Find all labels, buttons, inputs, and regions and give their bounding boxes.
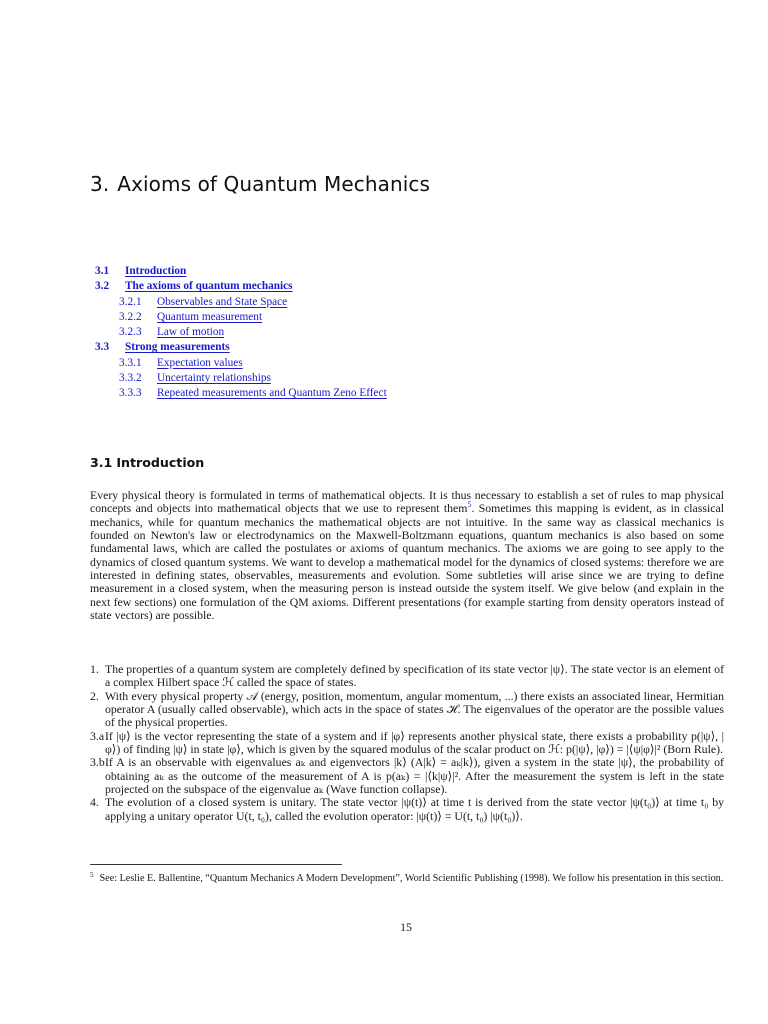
toc-link[interactable]	[119, 326, 224, 338]
chapter-number: 3.	[90, 172, 110, 196]
axiom-item	[90, 690, 724, 730]
toc-number: 3.3.2	[119, 372, 142, 385]
toc-entry[interactable]	[90, 310, 730, 325]
toc-link[interactable]	[95, 280, 293, 292]
toc-entry[interactable]	[90, 279, 730, 294]
toc-label: Observables and State Space	[157, 295, 288, 308]
axiom-label: 3.a	[90, 728, 105, 743]
axiom-item	[90, 730, 724, 757]
toc-number: 3.3.1	[119, 356, 142, 369]
toc-label: Strong measurements	[125, 341, 230, 354]
toc-label: Repeated measurements and Quantum Zeno Effect	[157, 387, 387, 400]
toc-entry[interactable]	[90, 264, 730, 279]
toc-entry[interactable]	[90, 295, 730, 310]
footnote-mark: 5	[90, 871, 94, 879]
toc-label: Law of motion	[157, 326, 225, 339]
toc-number: 3.1	[95, 265, 110, 277]
toc-label: The axioms of quantum mechanics	[125, 280, 293, 293]
chapter-title	[90, 172, 430, 196]
chapter-title-text: Axioms of Quantum Mechanics	[117, 172, 431, 196]
axiom-text: If |ψ⟩ is the vector representing the state of a system and if |φ⟩ represents another physical state, there exists a probability p(|ψ⟩, |φ⟩) of finding |ψ⟩ in state |φ⟩, which is given by the squared modulus of the scalar product on ℋ: p(|ψ⟩, |φ⟩) = |⟨ψ|φ⟩|² (Born Rule).	[105, 728, 724, 757]
footnote-reference[interactable]: 5	[467, 500, 472, 510]
footnote-divider	[90, 864, 342, 865]
axiom-text: The properties of a quantum system are completely defined by specification of its state vector |ψ⟩. The state vector is an element of a complex Hilbert space ℋ called the space of states.	[105, 662, 724, 690]
toc-number: 3.2.3	[119, 326, 142, 339]
section-title: Introduction	[116, 455, 205, 470]
toc-entry[interactable]	[90, 356, 730, 371]
intro-text-part1: Every physical theory is formulated in terms of mathematical objects. It is thus necessary to establish a set of rules to map physical concepts and objects into mathematical objects that we use to represent them	[90, 488, 724, 516]
toc-link[interactable]	[119, 387, 387, 399]
page-number: 15	[400, 920, 412, 934]
toc-label: Expectation values	[157, 356, 243, 369]
footnote	[90, 868, 724, 886]
axiom-label: 4.	[90, 795, 99, 810]
toc-entry[interactable]	[90, 371, 730, 386]
toc-number: 3.2.1	[119, 295, 142, 308]
toc-label: Uncertainty relationships	[157, 372, 271, 385]
toc-link[interactable]	[119, 311, 262, 323]
toc-entry[interactable]	[90, 325, 730, 340]
toc-entry[interactable]	[90, 340, 730, 355]
toc-number: 3.3	[95, 341, 110, 354]
toc-link[interactable]	[119, 372, 271, 384]
toc-entry[interactable]	[90, 386, 730, 401]
intro-text-part2: . Sometimes this mapping is evident, as in classical mechanics, while for quantum mechanics the mathematical objects are not intuitive. In the same way as classical mechanics is founded on Newton's law or electrodynamics on the Maxwell-Boltzmann equations, quantum mechanics is also based on some fundamental laws, which are called the postulates or axioms of quantum mechanics. The axioms we are going to see apply to the dynamics of closed quantum systems. We want to develop a mathematical model for the dynamics of closed systems: therefore we are interested in defining states, observables, measurements and evolution. Some subtleties will arise since we are trying to define measurement in a closed system, when the measuring person is instead outside the system itself. We give below (and explain in the next few sections) one formulation of the QM axioms. Different presentations (for example starting from density operators instead of state vectors) are possible.	[90, 501, 724, 623]
axiom-item	[90, 756, 724, 796]
axiom-item	[90, 663, 724, 690]
toc-label: Quantum measurement	[157, 310, 263, 323]
axiom-label: 3.b	[90, 755, 105, 770]
toc-link[interactable]	[119, 357, 243, 369]
toc-number: 3.3.3	[119, 387, 142, 400]
footnote-text: See: Leslie E. Ballentine, “Quantum Mechanics A Modern Development”, World Scientific Publishing (1998). We follow his presentation in this section.	[99, 873, 724, 884]
axiom-text: The evolution of a closed system is unitary. The state vector |ψ(t)⟩ at time t is derived from the state vector |ψ(t₀)⟩ at time t₀ by applying a unitary operator U(t, t₀), called the evolution operator: |ψ(t)⟩ = U(t, t₀) |ψ(t₀)⟩.	[105, 795, 724, 823]
toc-link[interactable]	[95, 341, 230, 353]
toc-number: 3.2	[95, 280, 110, 293]
intro-paragraph	[90, 489, 724, 622]
axiom-label: 2.	[90, 688, 99, 703]
table-of-contents	[90, 264, 730, 402]
toc-link[interactable]	[119, 296, 287, 308]
toc-link[interactable]	[95, 265, 186, 277]
section-heading	[90, 455, 204, 470]
axiom-text: With every physical property 𝒜 (energy, position, momentum, angular momentum, ...) there exists an associated linear, Hermitian operator A (usually called observable), which acts in the space of states ℋ. The eigenvalues of the operator are the possible values of the physical properties.	[105, 688, 724, 730]
section-number: 3.1	[90, 455, 113, 470]
axiom-text: If A is an observable with eigenvalues aₖ and eigenvectors |k⟩ (A|k⟩ = aₖ|k⟩), given a system in the state |ψ⟩, the probability of obtaining aₖ as the outcome of the measurement of A is p(aₖ) = |⟨k|ψ⟩|². After the measurement the system is left in the state projected on the subspace of the eigenvalue aₖ (Wave function collapse).	[105, 755, 724, 797]
axiom-item	[90, 796, 724, 823]
toc-number: 3.2.2	[119, 310, 142, 323]
axiom-label: 1.	[90, 662, 99, 676]
toc-label: Introduction	[125, 265, 187, 277]
axioms-list	[90, 663, 724, 823]
